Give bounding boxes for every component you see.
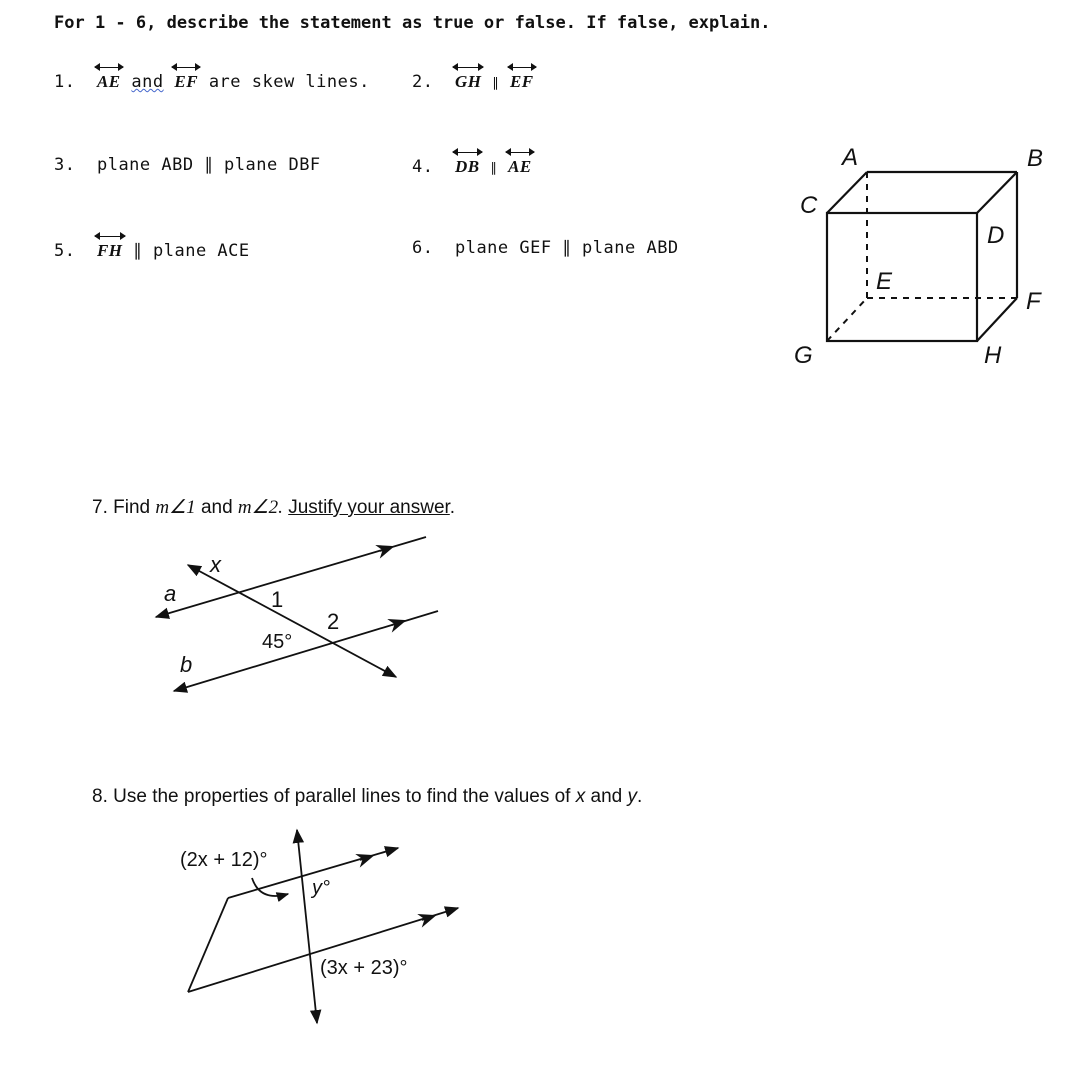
angle-arc-arrow <box>252 878 288 896</box>
label-angle-1: 1 <box>271 587 284 612</box>
problem-6 <box>412 238 679 258</box>
problem-1-number: 1. <box>54 72 76 92</box>
word-and: and <box>131 72 164 92</box>
line-b <box>174 611 438 691</box>
transversal-x <box>188 565 396 677</box>
angle-1-measure: m∠1 <box>155 497 196 518</box>
problem-4 <box>412 157 532 177</box>
trapezoid-left-side <box>188 898 228 992</box>
problem-2 <box>412 72 534 92</box>
label-y-degrees: y° <box>312 877 330 899</box>
label-45-degrees: 45° <box>262 631 293 653</box>
problem-7-find: Find <box>113 497 151 518</box>
justify-instruction: Justify your answer <box>288 497 450 518</box>
label-b: b <box>180 652 193 677</box>
segment-db: DB <box>455 157 480 177</box>
segment-fh: FH <box>97 241 123 261</box>
problem-3-number: 3. <box>54 155 76 175</box>
problem-3-text: plane ABD ∥ plane DBF <box>96 155 321 175</box>
cube-front-face <box>827 213 977 341</box>
instructions-heading: For 1 - 6, describe the statement as true or false. If false, explain. <box>54 13 771 33</box>
problem-4-number: 4. <box>412 157 434 177</box>
problem-8-number: 8. <box>92 786 108 807</box>
problem-8-diagram <box>160 820 480 1035</box>
problem-7-number: 7. <box>92 497 108 518</box>
cube-label-g: G <box>794 342 813 369</box>
problem-2-number: 2. <box>412 72 434 92</box>
problem-1-text: are skew lines. <box>208 72 370 92</box>
cube-diagram <box>780 135 1060 375</box>
cube-label-b: B <box>1027 145 1044 172</box>
segment-gh: GH <box>455 72 482 92</box>
label-3x-plus-23: (3x + 23)° <box>320 957 408 979</box>
segment-ef-2: EF <box>510 72 534 92</box>
cube-label-a: A <box>842 144 859 171</box>
problem-8-period: . <box>637 786 643 807</box>
segment-ef: EF <box>174 72 198 92</box>
hidden-edge-ge <box>827 298 867 341</box>
problem-5-text: ∥ plane ACE <box>133 241 250 261</box>
problem-5 <box>54 241 250 261</box>
problem-8-text: Use the properties of parallel lines to find the values of <box>113 786 571 807</box>
label-angle-2: 2 <box>327 609 340 634</box>
problem-1 <box>54 72 370 92</box>
cube-label-c: C <box>800 192 818 219</box>
problem-8-prompt <box>92 786 642 808</box>
problem-6-text: plane GEF ∥ plane ABD <box>454 238 679 258</box>
parallel-symbol: ∥ <box>490 161 498 176</box>
label-x: x <box>210 552 221 577</box>
cube-label-f: F <box>1026 288 1041 315</box>
problem-3 <box>54 155 321 175</box>
variable-y: y <box>627 786 638 807</box>
problem-8-and: and <box>590 786 623 807</box>
variable-x: x <box>575 786 586 807</box>
angle-2-measure: m∠2. <box>237 497 283 518</box>
label-a: a <box>164 581 177 606</box>
problem-7-prompt <box>92 496 455 519</box>
label-2x-plus-12: (2x + 12)° <box>180 849 268 871</box>
segment-ae: AE <box>97 72 121 92</box>
problem-5-number: 5. <box>54 241 76 261</box>
parallel-symbol: ∥ <box>492 76 500 91</box>
problem-6-number: 6. <box>412 238 434 258</box>
cube-label-e: E <box>876 268 893 295</box>
problem-7-period: . <box>449 497 456 518</box>
problem-7-and: and <box>200 497 233 518</box>
problem-7-diagram <box>140 525 460 705</box>
cube-label-h: H <box>984 342 1002 369</box>
cube-label-d: D <box>987 222 1005 249</box>
segment-ae-2: AE <box>508 157 532 177</box>
lower-parallel-line <box>188 908 458 992</box>
transversal <box>297 830 317 1023</box>
